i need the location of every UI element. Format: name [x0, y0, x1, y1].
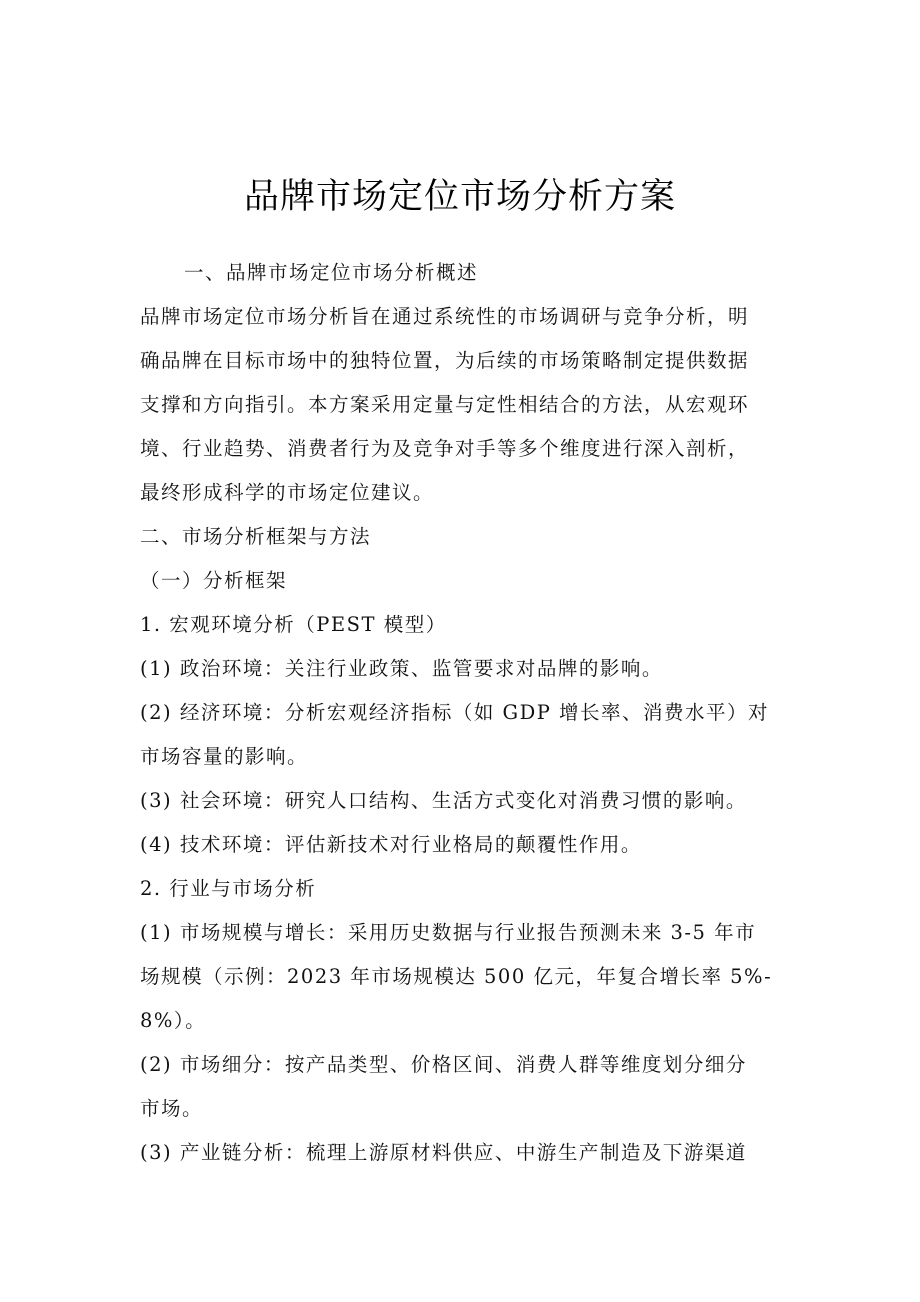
point-market-segmentation: (2) 市场细分：按产品类型、价格区间、消费人群等维度划分细分: [140, 1053, 747, 1076]
paragraph-line: 确品牌在目标市场中的独特位置，为后续的市场策略制定提供数据: [140, 349, 750, 372]
item-heading-industry-market: 2. 行业与市场分析: [140, 877, 317, 900]
point-economic-cont: 市场容量的影响。: [140, 745, 309, 768]
point-social: (3) 社会环境：研究人口结构、生活方式变化对消费习惯的影响。: [140, 789, 747, 812]
point-industry-chain: (3) 产业链分析：梳理上游原材料供应、中游生产制造及下游渠道: [140, 1141, 747, 1164]
paragraph-line: 最终形成科学的市场定位建议。: [140, 481, 435, 504]
overview-paragraph: [140, 295, 772, 515]
subsection-heading-analysis-framework: （一）分析框架: [140, 569, 288, 592]
document-title: 品牌市场定位市场分析方案: [243, 177, 676, 218]
point-market-size: (1) 市场规模与增长：采用历史数据与行业报告预测未来 3-5 年市: [140, 921, 757, 944]
paragraph-line: 境、行业趋势、消费者行为及竞争对手等多个维度进行深入剖析，: [140, 437, 750, 460]
point-market-size-cont: 场规模（示例：2023 年市场规模达 500 亿元，年复合增长率 5%-: [140, 965, 773, 988]
section-heading-overview: 一、品牌市场定位市场分析概述: [184, 261, 479, 284]
section-heading-framework: 二、市场分析框架与方法: [140, 525, 372, 548]
point-market-segmentation-cont: 市场。: [140, 1097, 204, 1120]
item-heading-pest: 1. 宏观环境分析（PEST 模型）: [140, 613, 447, 636]
point-technology: (4) 技术环境：评估新技术对行业格局的颠覆性作用。: [140, 833, 642, 856]
paragraph-line: 品牌市场定位市场分析旨在通过系统性的市场调研与竞争分析，明: [140, 305, 750, 328]
point-political: (1) 政治环境：关注行业政策、监管要求对品牌的影响。: [140, 657, 663, 680]
point-market-size-cont: 8%）。: [140, 1009, 207, 1032]
document-body: [140, 251, 772, 1175]
point-economic: (2) 经济环境：分析宏观经济指标（如 GDP 增长率、消费水平）对: [140, 701, 770, 724]
paragraph-line: 支撑和方向指引。本方案采用定量与定性相结合的方法，从宏观环: [140, 393, 750, 416]
